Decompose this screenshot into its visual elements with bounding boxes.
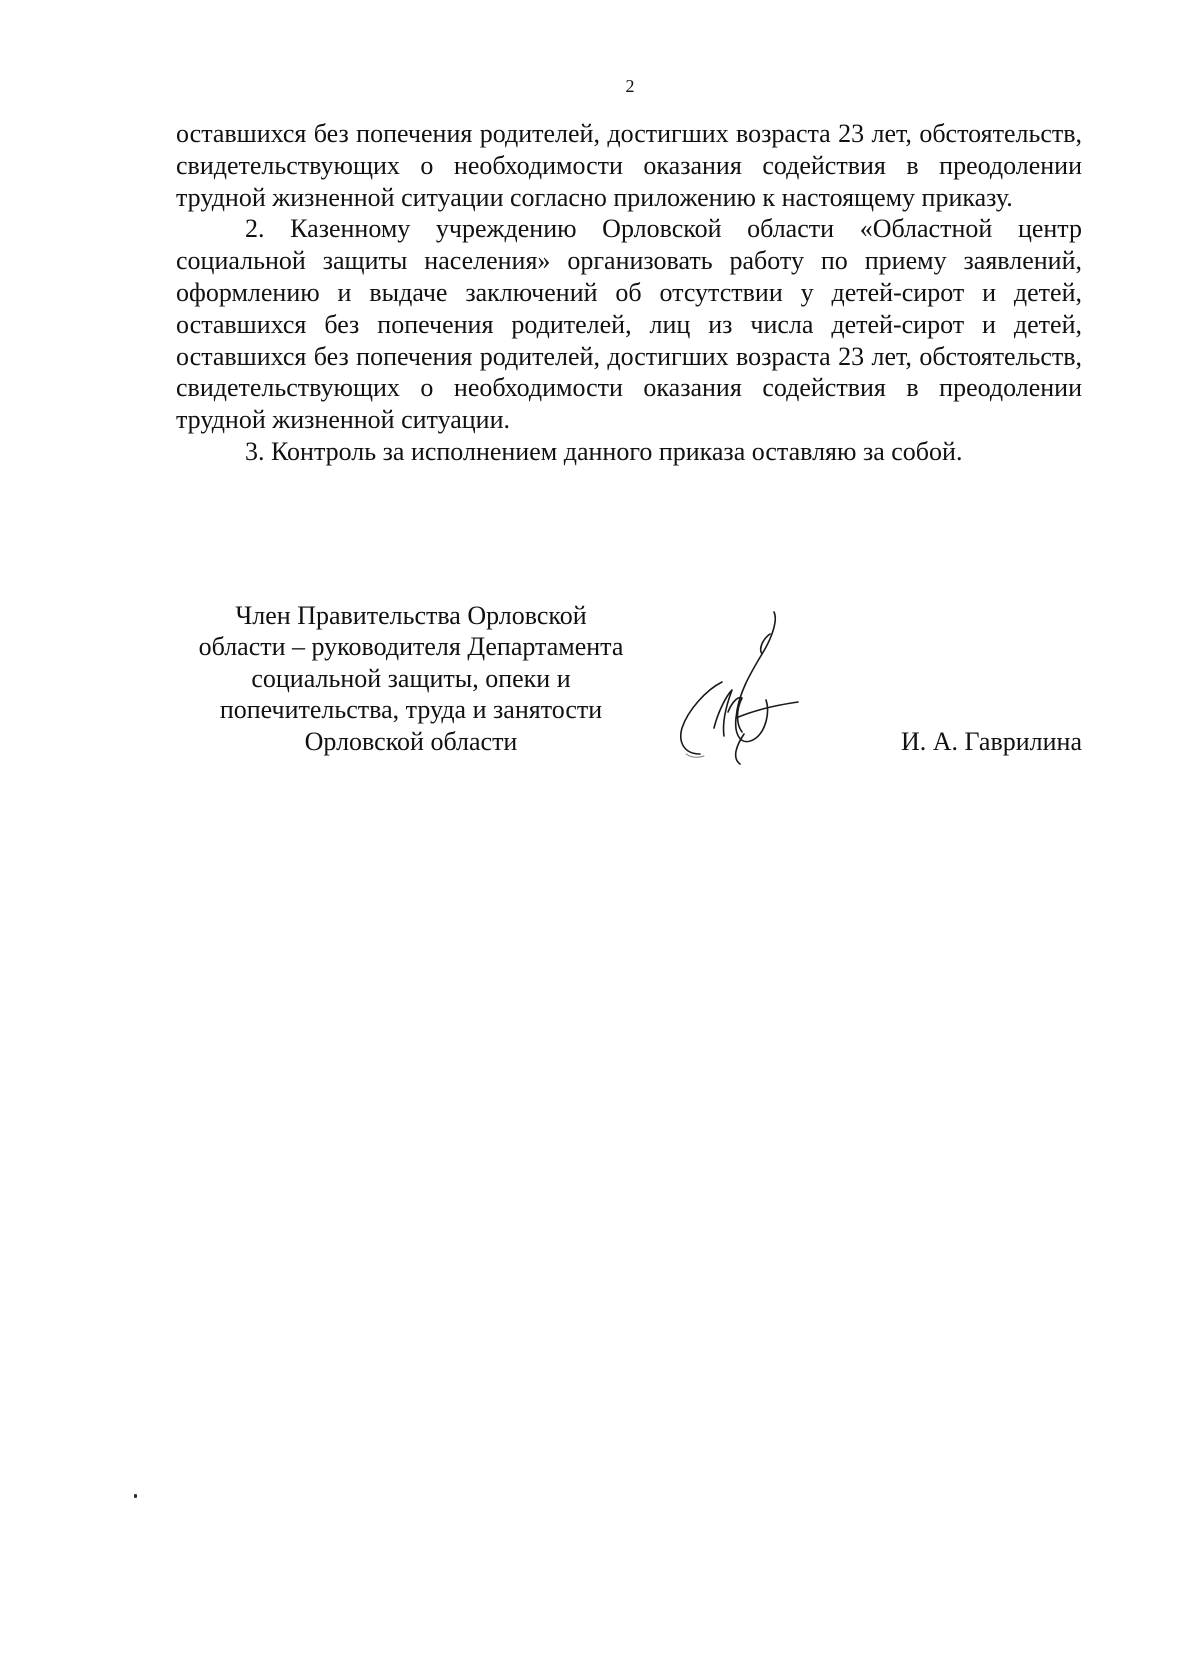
position-line: области – руководителя Департамента bbox=[198, 632, 624, 662]
signer-name: И. А. Гаврилина bbox=[900, 727, 1082, 756]
position-line: социальной защиты, опеки и bbox=[251, 663, 571, 693]
paragraph-item-3: 3. Контроль за исполнением данного приказа оставляю за собой. bbox=[245, 436, 963, 466]
paragraph-continuation: оставшихся без попечения родителей, достигших возраста 23 лет, обстоятельств, свидетельствующих о необходимости оказания содействия в преодолении трудной жизненной ситуации согласно приложению к настоящему приказу. bbox=[176, 119, 1082, 212]
position-line: попечительства, труда и занятости bbox=[219, 695, 603, 725]
page-number: 2 bbox=[625, 76, 635, 96]
position-line: Орловской области bbox=[304, 726, 518, 756]
signature-block bbox=[176, 600, 1082, 780]
scan-speck bbox=[134, 1494, 137, 1498]
paragraph-item-2: 2. Казенному учреждению Орловской области «Областной центр социальной защиты населения» организовать работу по приему заявлений, оформлению и выдаче заключений об отсутствии у детей-сирот и детей, оставшихся без попечения родителей, лиц из числа детей-сирот и детей, оставшихся без попечения родителей, достигших возраста 23 лет, обстоятельств, свидетельствующих о необходимости оказания содействия в преодолении трудной жизненной ситуации. bbox=[176, 214, 1082, 435]
position-line: Член Правительства Орловской bbox=[235, 601, 587, 630]
handwritten-signature bbox=[666, 608, 806, 768]
signer-position bbox=[176, 600, 646, 757]
document-body bbox=[176, 118, 1082, 468]
